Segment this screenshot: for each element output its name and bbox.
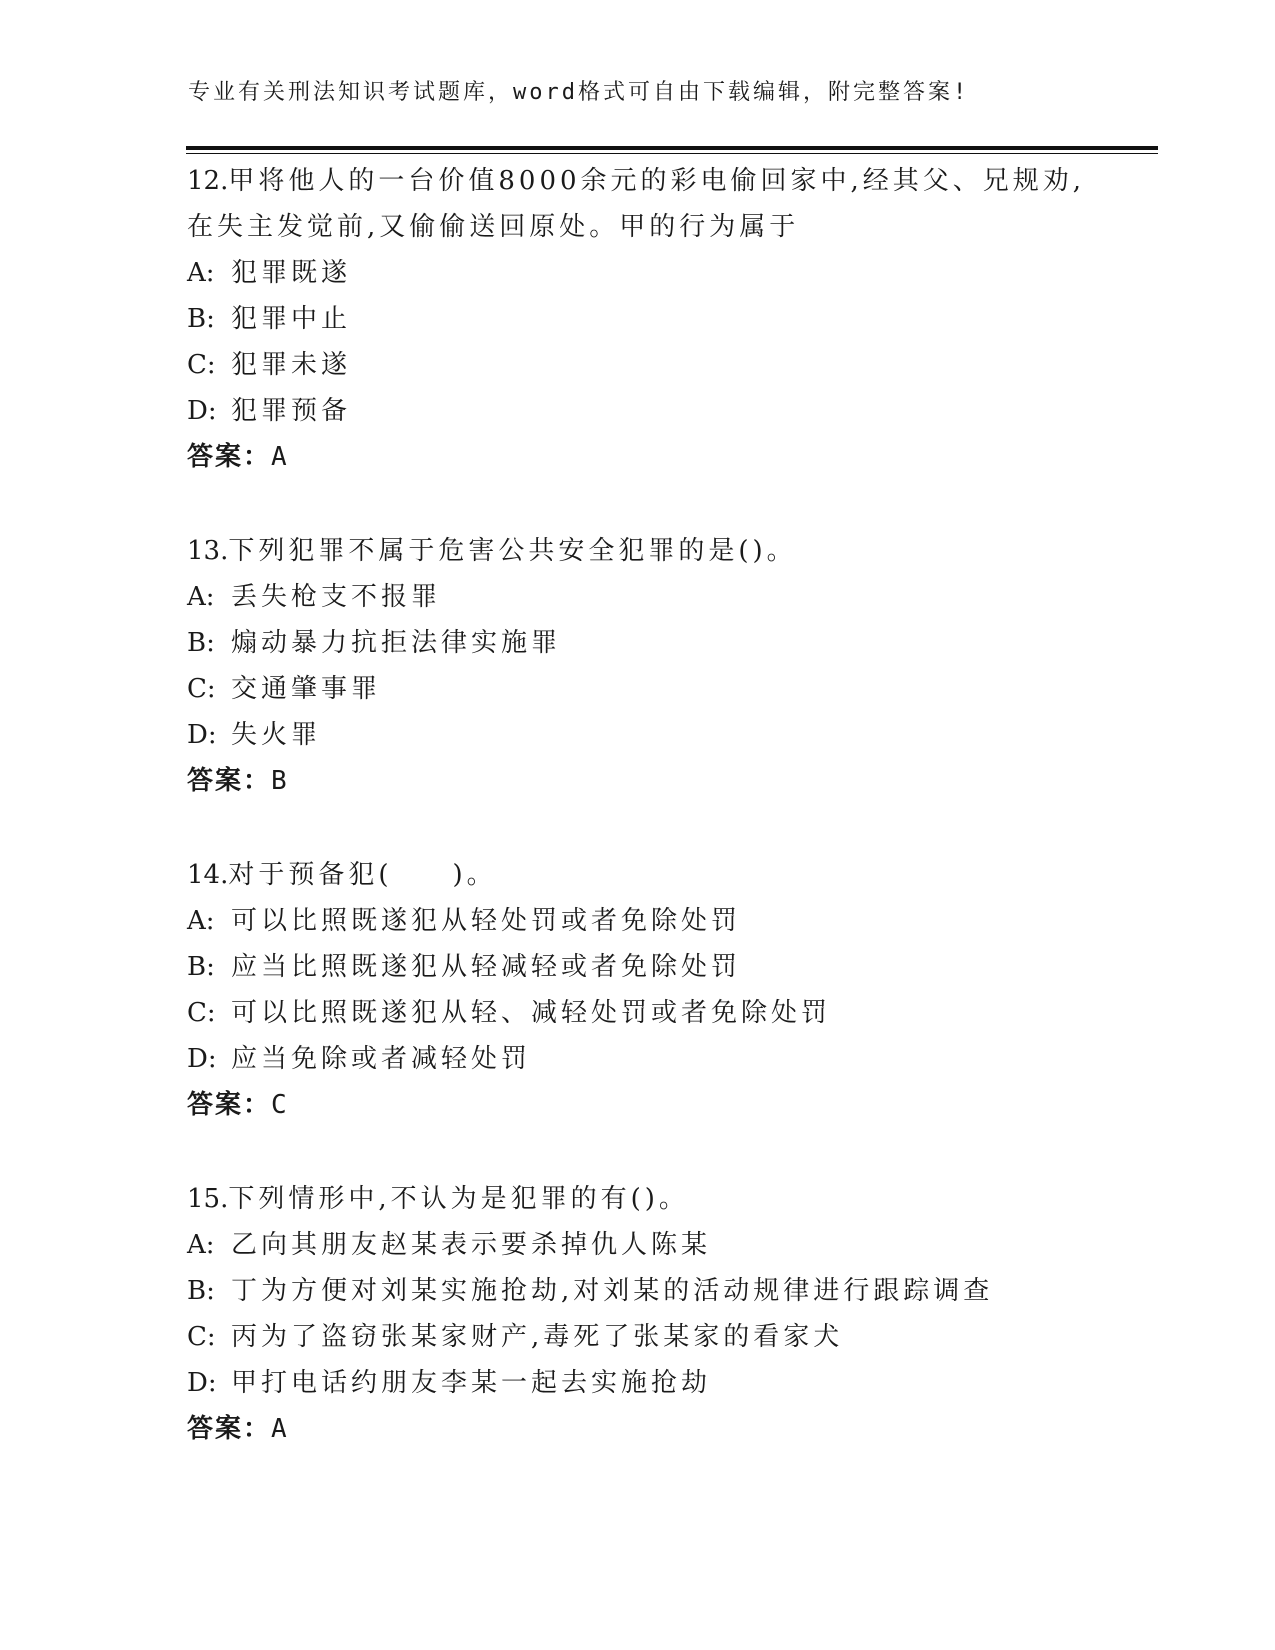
option-a xyxy=(187,1222,1167,1268)
option-label: A: xyxy=(187,1230,215,1260)
option-c xyxy=(187,342,1167,388)
option-label: A: xyxy=(187,582,215,612)
option-text: 煽动暴力抗拒法律实施罪 xyxy=(231,628,562,658)
option-a xyxy=(187,250,1167,296)
answer-line xyxy=(187,434,1167,480)
answer-value: A xyxy=(271,1414,287,1444)
option-label: C: xyxy=(187,1322,216,1352)
option-label: D: xyxy=(187,1044,217,1074)
option-b xyxy=(187,296,1167,342)
option-label: B: xyxy=(187,304,215,334)
question-number: 14. xyxy=(187,860,229,890)
option-text: 可以比照既遂犯从轻处罚或者免除处罚 xyxy=(231,906,742,936)
option-label: D: xyxy=(187,720,217,750)
option-c xyxy=(187,666,1167,712)
option-b xyxy=(187,944,1167,990)
question-stem xyxy=(187,1176,1167,1222)
option-label: B: xyxy=(187,628,215,658)
option-label: A: xyxy=(187,258,215,288)
question-number: 13. xyxy=(187,536,229,566)
answer-label: 答案： xyxy=(187,1414,272,1444)
option-text: 应当免除或者减轻处罚 xyxy=(231,1044,532,1074)
option-d xyxy=(187,712,1167,758)
question-stem xyxy=(187,852,1167,898)
option-text: 失火罪 xyxy=(231,720,322,750)
option-text: 交通肇事罪 xyxy=(231,674,382,704)
answer-value: C xyxy=(271,1090,287,1120)
option-label: A: xyxy=(187,906,215,936)
option-b xyxy=(187,620,1167,666)
answer-value: B xyxy=(271,766,287,796)
question-stem xyxy=(187,158,1167,204)
question-stem-text: 甲将他人的一台价值8000余元的彩电偷回家中,经其父、兄规劝, xyxy=(228,166,1086,196)
question-list xyxy=(187,158,1167,1500)
answer-line xyxy=(187,1406,1167,1452)
answer-line xyxy=(187,1082,1167,1128)
option-a xyxy=(187,898,1167,944)
question-13 xyxy=(187,528,1167,804)
option-label: C: xyxy=(187,674,216,704)
header-rule-thin xyxy=(186,153,1158,154)
option-a xyxy=(187,574,1167,620)
question-12 xyxy=(187,158,1167,480)
option-text: 丢失枪支不报罪 xyxy=(231,582,442,612)
question-stem xyxy=(187,528,1167,574)
option-label: D: xyxy=(187,1368,217,1398)
answer-label: 答案： xyxy=(187,442,272,472)
option-text: 应当比照既遂犯从轻减轻或者免除处罚 xyxy=(231,952,742,982)
option-text: 乙向其朋友赵某表示要杀掉仇人陈某 xyxy=(231,1230,712,1260)
answer-value: A xyxy=(271,442,287,472)
page-header: 专业有关刑法知识考试题库，word格式可自由下载编辑，附完整答案! xyxy=(188,80,970,105)
option-label: D: xyxy=(187,396,217,426)
option-label: C: xyxy=(187,998,216,1028)
option-text: 丙为了盗窃张某家财产,毒死了张某家的看家犬 xyxy=(231,1322,844,1352)
question-number: 15. xyxy=(187,1184,229,1214)
option-label: B: xyxy=(187,1276,215,1306)
question-stem-text: 下列情形中,不认为是犯罪的有()。 xyxy=(228,1184,689,1214)
option-text: 可以比照既遂犯从轻、减轻处罚或者免除处罚 xyxy=(231,998,832,1028)
question-stem-text: 下列犯罪不属于危害公共安全犯罪的是()。 xyxy=(228,536,797,566)
option-c xyxy=(187,1314,1167,1360)
option-text: 犯罪预备 xyxy=(231,396,352,426)
question-15 xyxy=(187,1176,1167,1452)
option-label: B: xyxy=(187,952,215,982)
question-14 xyxy=(187,852,1167,1128)
option-text: 犯罪未遂 xyxy=(231,350,352,380)
answer-label: 答案： xyxy=(187,1090,272,1120)
option-label: C: xyxy=(187,350,216,380)
option-b xyxy=(187,1268,1167,1314)
answer-line xyxy=(187,758,1167,804)
option-text: 犯罪中止 xyxy=(231,304,352,334)
option-d xyxy=(187,1036,1167,1082)
question-number: 12. xyxy=(187,166,229,196)
option-c xyxy=(187,990,1167,1036)
option-d xyxy=(187,388,1167,434)
option-text: 甲打电话约朋友李某一起去实施抢劫 xyxy=(231,1368,712,1398)
option-text: 犯罪既遂 xyxy=(231,258,352,288)
question-stem-continued: 在失主发觉前,又偷偷送回原处。甲的行为属于 xyxy=(187,212,800,242)
option-text: 丁为方便对刘某实施抢劫,对刘某的活动规律进行跟踪调查 xyxy=(231,1276,994,1306)
option-d xyxy=(187,1360,1167,1406)
question-stem-text: 对于预备犯( )。 xyxy=(228,860,497,890)
header-rule-thick xyxy=(186,146,1158,150)
answer-label: 答案： xyxy=(187,766,272,796)
